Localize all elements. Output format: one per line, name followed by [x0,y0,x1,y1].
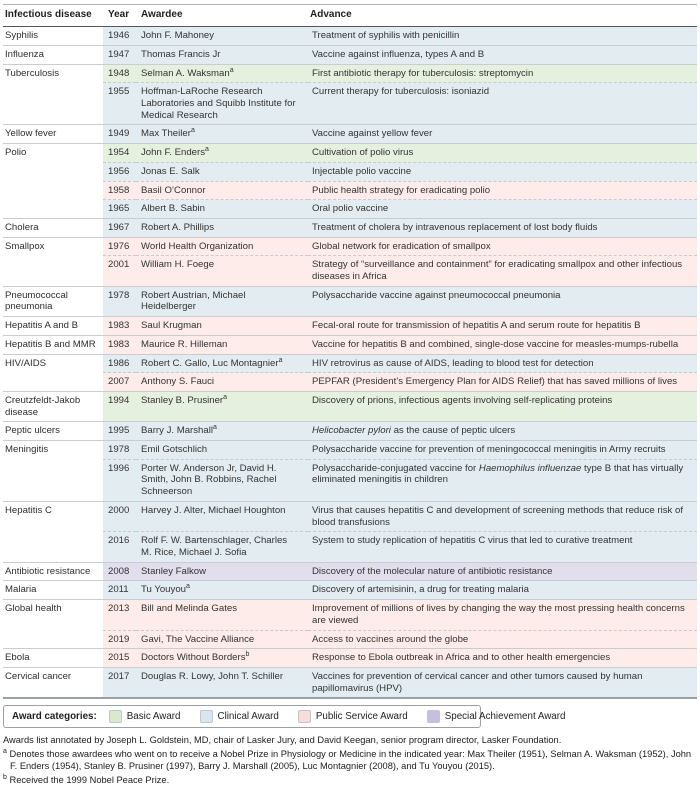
awardee-cell: Robert A. Phillips [136,218,308,237]
disease-cell: Influenza [3,45,103,64]
footnotes [3,735,697,787]
year-cell: 1986 [103,354,136,373]
table-row [3,27,697,46]
award-categories-legend [3,705,566,728]
legend-swatch [109,710,122,723]
advance-cell: Polysaccharide vaccine for prevention of meningococcal meningitis in Army recruits [308,441,697,460]
advance-cell: Current therapy for tuberculosis: isoniazid [308,83,697,125]
table-row [3,317,697,336]
table-row [3,667,697,698]
awardee-cell: Maurice R. Hilleman [136,335,308,354]
legend-item [109,710,181,723]
column-header-infectious-disease: Infectious disease [3,5,103,27]
table-row [3,45,697,64]
awards-table [3,4,697,699]
year-cell: 1954 [103,144,136,163]
awardee-cell: Jonas E. Salk [136,162,308,181]
disease-cell: Syphilis [3,27,103,46]
legend-items [109,710,566,723]
legend-swatch [298,710,311,723]
advance-cell: Cultivation of polio virus [308,144,697,163]
advance-cell: Vaccine for hepatitis B and combined, single-dose vaccine for measles-mumps-rubella [308,335,697,354]
footnote: $^b$ Received the 1999 Nobel Peace Prize. [3,773,170,785]
awardee-cell: Saul Krugman [136,317,308,336]
year-cell: 2007 [103,373,136,392]
advance-cell: Improvement of millions of lives by changing the way the most pressing health concerns are viewed [308,600,697,630]
column-header-year: Year [103,5,136,27]
year-cell: 2011 [103,581,136,600]
year-cell: 1955 [103,83,136,125]
table-row [3,144,697,163]
table-row [3,256,697,286]
awardee-cell: Stanley Falkow [136,562,308,581]
table-row [3,532,697,562]
disease-cell: Yellow fever [3,125,103,144]
year-cell: 1978 [103,286,136,316]
legend-swatch [427,710,440,723]
awardee-cell: Emil Gotschlich [136,441,308,460]
table-row [3,237,697,256]
year-cell: 2000 [103,501,136,531]
awardee-cell: Douglas R. Lowy, John T. Schiller [136,667,308,698]
disease-cell: Hepatitis C [3,501,103,562]
advance-cell: Polysaccharide vaccine against pneumococcal pneumonia [308,286,697,316]
table-row [3,181,697,200]
advance-cell: Vaccine against influenza, types A and B [308,45,697,64]
year-cell: 2008 [103,562,136,581]
year-cell: 1978 [103,441,136,460]
awardee-cell: Tu Youyou$^a$ [136,581,308,600]
table-row [3,422,697,441]
awardee-cell: Albert B. Sabin [136,200,308,219]
table-row [3,218,697,237]
awardee-cell: John F. Enders$^a$ [136,144,308,163]
awardee-cell: Selman A. Waksman$^a$ [136,64,308,83]
advance-cell: Global network for eradication of smallpox [308,237,697,256]
table-row [3,459,697,501]
table-row [3,391,697,421]
awardee-cell: William H. Foege [136,256,308,286]
table-body [3,27,697,699]
legend-item-label: Basic Award [126,711,181,723]
year-cell: 2015 [103,649,136,668]
disease-cell: Hepatitis B and MMR [3,335,103,354]
year-cell: 1995 [103,422,136,441]
table-row [3,562,697,581]
awardee-cell: John F. Mahoney [136,27,308,46]
table-row [3,64,697,83]
disease-cell: Cervical cancer [3,667,103,698]
awardee-cell: Bill and Melinda Gates [136,600,308,630]
advance-cell: Strategy of “surveillance and containment” for eradicating smallpox and other infectious diseases in Africa [308,256,697,286]
advance-cell: Treatment of syphilis with penicillin [308,27,697,46]
awardee-cell: Porter W. Anderson Jr, David H. Smith, John B. Robbins, Rachel Schneerson [136,459,308,501]
year-cell: 2001 [103,256,136,286]
awardee-cell: Basil O’Connor [136,181,308,200]
legend-item [298,710,408,723]
disease-cell: Malaria [3,581,103,600]
advance-cell: Vaccine against yellow fever [308,125,697,144]
year-cell: 1967 [103,218,136,237]
year-cell: 1996 [103,459,136,501]
disease-cell: Cholera [3,218,103,237]
table-row [3,501,697,531]
table-row [3,83,697,125]
footnote: $^a$ Denotes those awardees who went on to receive a Nobel Prize in Physiology or Medicine in the indicated year: Max Theiler (1951), Selman A. Waksman (1952), John F. Enders (1954), Stanley B. Prusiner (1997), Barry J. Marshall (2005), Luc Montagnier (2008), and Tu Youyou (2015). [3,748,692,772]
awardee-cell: Robert C. Gallo, Luc Montagnier$^a$ [136,354,308,373]
legend-item-label: Special Achievement Award [444,711,566,723]
year-cell: 1949 [103,125,136,144]
year-cell: 1983 [103,335,136,354]
year-cell: 1965 [103,200,136,219]
awardee-cell: Anthony S. Fauci [136,373,308,392]
awardee-cell: Gavi, The Vaccine Alliance [136,630,308,649]
year-cell: 2013 [103,600,136,630]
awardee-cell: Hoffman-LaRoche Research Laboratories and Squibb Institute for Medical Research [136,83,308,125]
footnote: Awards list annotated by Joseph L. Goldstein, MD, chair of Lasker Jury, and David Keegan, senior program director, Lasker Foundation. [3,735,562,746]
table-row [3,581,697,600]
legend-item [200,710,279,723]
advance-cell: Virus that causes hepatitis C and development of screening methods that reduce risk of blood transfusions [308,501,697,531]
disease-cell: Tuberculosis [3,64,103,125]
table-row [3,441,697,460]
disease-cell: Global health [3,600,103,649]
legend-item [427,710,566,723]
advance-cell: Discovery of the molecular nature of antibiotic resistance [308,562,697,581]
disease-cell: Hepatitis A and B [3,317,103,336]
awardee-cell: Harvey J. Alter, Michael Houghton [136,501,308,531]
year-cell: 1976 [103,237,136,256]
awardee-cell: Max Theiler$^a$ [136,125,308,144]
awardee-cell: Thomas Francis Jr [136,45,308,64]
disease-cell: Peptic ulcers [3,422,103,441]
year-cell: 1983 [103,317,136,336]
table-row [3,630,697,649]
legend-title: Award categories: [12,711,97,723]
disease-cell: Smallpox [3,237,103,286]
table-row [3,373,697,392]
disease-cell: Creutzfeldt-Jakob disease [3,391,103,421]
awardee-cell: Doctors Without Borders$^b$ [136,649,308,668]
advance-cell: Response to Ebola outbreak in Africa and to other health emergencies [308,649,697,668]
advance-cell: Injectable polio vaccine [308,162,697,181]
table-header [3,5,697,27]
disease-cell: Polio [3,144,103,219]
legend-swatch [200,710,213,723]
table-row [3,162,697,181]
advance-cell: Access to vaccines around the globe [308,630,697,649]
year-cell: 1947 [103,45,136,64]
advance-cell: First antibiotic therapy for tuberculosis: streptomycin [308,64,697,83]
year-cell: 2016 [103,532,136,562]
year-cell: 1994 [103,391,136,421]
advance-cell: Public health strategy for eradicating polio [308,181,697,200]
table-row [3,600,697,630]
awardee-cell: Rolf F. W. Bartenschlager, Charles M. Rice, Michael J. Sofia [136,532,308,562]
advance-cell: Fecal-oral route for transmission of hepatitis A and serum route for hepatitis B [308,317,697,336]
advance-cell: Treatment of cholera by intravenous replacement of lost body fluids [308,218,697,237]
advance-cell: HIV retrovirus as cause of AIDS, leading to blood test for detection [308,354,697,373]
disease-cell: Meningitis [3,441,103,502]
legend-item-label: Public Service Award [315,711,408,723]
disease-cell: HIV/AIDS [3,354,103,391]
awardee-cell: Barry J. Marshall$^a$ [136,422,308,441]
advance-cell: Helicobacter pylori as the cause of peptic ulcers [308,422,697,441]
table-row [3,335,697,354]
header-row [3,5,697,27]
advance-cell: System to study replication of hepatitis C virus that led to curative treatment [308,532,697,562]
year-cell: 1956 [103,162,136,181]
awardee-cell: Stanley B. Prusiner$^a$ [136,391,308,421]
column-header-awardee: Awardee [136,5,308,27]
table-row [3,125,697,144]
advance-cell: Polysaccharide-conjugated vaccine for Haemophilus influenzae type B that has virtually eliminated meningitis in children [308,459,697,501]
year-cell: 2017 [103,667,136,698]
advance-cell: Discovery of prions, infectious agents involving self-replicating proteins [308,391,697,421]
awardee-cell: World Health Organization [136,237,308,256]
advance-cell: PEPFAR (President’s Emergency Plan for AIDS Relief) that has saved millions of lives [308,373,697,392]
year-cell: 1946 [103,27,136,46]
table-row [3,354,697,373]
year-cell: 1948 [103,64,136,83]
year-cell: 1958 [103,181,136,200]
disease-cell: Pneumococcal pneumonia [3,286,103,316]
column-header-advance: Advance [308,5,697,27]
table-row [3,200,697,219]
awardee-cell: Robert Austrian, Michael Heidelberger [136,286,308,316]
disease-cell: Antibiotic resistance [3,562,103,581]
lasker-awards-table-figure [3,0,697,787]
advance-cell: Discovery of artemisinin, a drug for treating malaria [308,581,697,600]
disease-cell: Ebola [3,649,103,668]
advance-cell: Vaccines for prevention of cervical cancer and other tumors caused by human papillomavirus (HPV) [308,667,697,698]
advance-cell: Oral polio vaccine [308,200,697,219]
year-cell: 2019 [103,630,136,649]
legend-item-label: Clinical Award [217,711,279,723]
table-row [3,649,697,668]
table-row [3,286,697,316]
